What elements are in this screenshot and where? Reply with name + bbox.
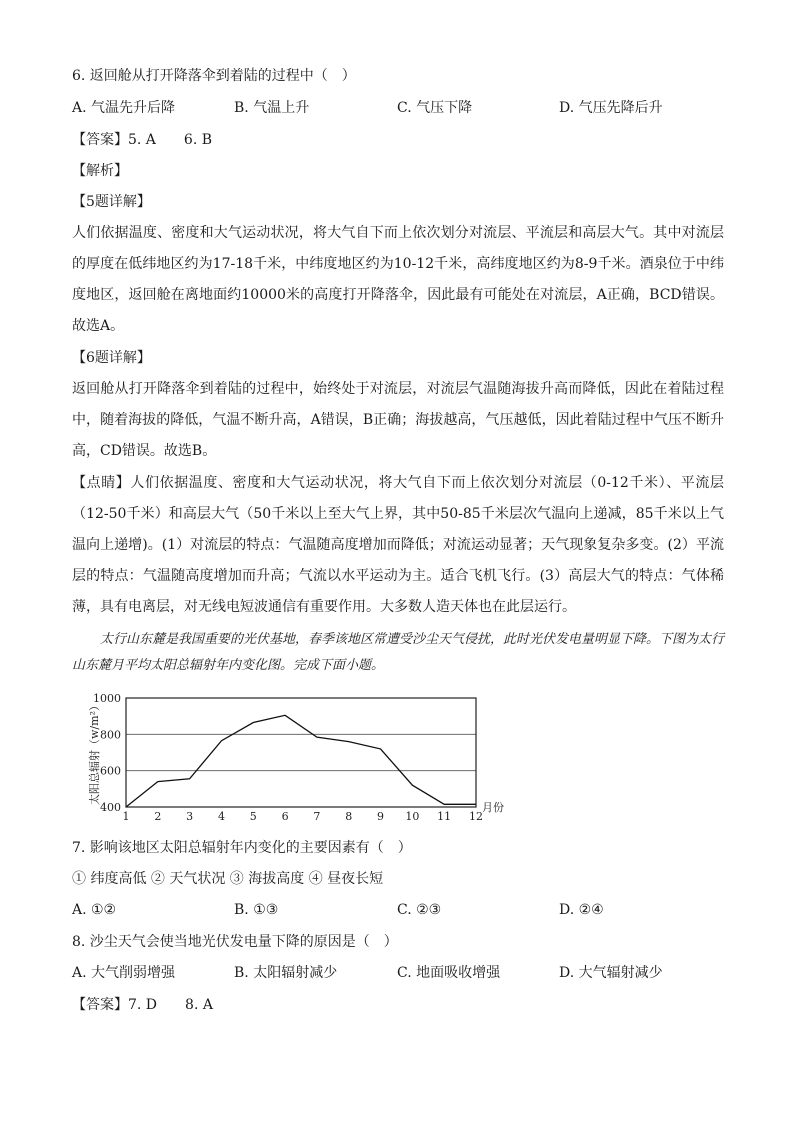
chart-grid [126,734,476,770]
x-tick-label: 1 [122,810,130,822]
y-axis-label: 太阳总辐射（w/m²） [88,700,101,805]
question-6-stem: 6. 返回舱从打开降落伞到着陆的过程中（ ） [72,68,356,84]
q6-option-a: A. 气温先升后降 [72,100,176,116]
solar-radiation-chart [84,688,504,822]
y-tick-label: 1000 [93,692,121,705]
q7-option-a: A. ①② [72,902,117,918]
x-tick-label: 11 [437,810,452,822]
q8-option-c: C. 地面吸收增强 [397,965,501,981]
q5-detail-label: 【5题详解】 [72,194,151,210]
q7-option-b: B. ①③ [234,902,279,918]
q8-option-a: A. 大气削弱增强 [72,965,176,981]
x-tick-labels [123,810,484,822]
q5-detail-text: 人们依据温度、密度和大气运动状况，将大气自下而上依次划分对流层、平流层和高层大气。其中对流层的厚度在低纬地区约为17-18千米，中纬度地区约为10-12千米，高纬度地区约为8-9千米。酒泉位于中纬度地区，返回舱在离地面约10000米的高度打开降落伞，因此最有可能处在对流层，A正确，BCD错误。故选A。 [72,225,724,334]
x-tick-label: 3 [186,810,194,822]
y-tick-label: 800 [100,728,121,742]
intro-text: 太行山东麓是我国重要的光伏基地，春季该地区常遭受沙尘天气侵扰，此时光伏发电量明显下降。下图为太行山东麓月平均太阳总辐射年内变化图。完成下面小题。 [72,632,725,673]
question-7-factors: ① 纬度高低 ② 天气状况 ③ 海拔高度 ④ 昼夜长短 [72,871,384,887]
answer-7-8: 【答案】7. D 8. A [72,997,213,1013]
q8-option-d: D. 大气辐射减少 [559,965,663,981]
x-tick-label: 7 [313,810,321,822]
plot-frame [126,698,476,807]
x-tick-label: 10 [405,810,420,822]
x-tick-label: 5 [249,810,257,822]
q6-option-b: B. 气温上升 [234,100,310,116]
question-8-stem: 8. 沙尘天气会使当地光伏发电量下降的原因是（ ） [72,934,398,950]
x-tick-label: 8 [345,810,353,822]
tip-text: 【点睛】人们依据温度、密度和大气运动状况，将大气自下而上依次划分对流层（0-12千米）、平流层（12-50千米）和高层大气（50千米以上至大气上界，其中50-85千米层次气温向上递减，85千米以上气温向上递增)。(1）对流层的特点：气温随高度增加而降低；对流运动显著；天气现象复杂多变。(2）平流层的特点：气温随高度增加而升高；气流以水平运动为主。适合飞机飞行。(3）高层大气的特点：气体稀薄，具有电离层，对无线电短波通信有重要作用。大多数人造天体也在此层运行。 [72,475,724,615]
x-tick-label: 12 [469,810,483,822]
y-tick-label: 600 [100,764,121,778]
q8-option-b: B. 太阳辐射减少 [234,965,338,981]
q6-option-c: C. 气压下降 [397,100,473,116]
answer-5-6: 【答案】5. A 6. B [72,132,213,148]
question-7-stem: 7. 影响该地区太阳总辐射年内变化的主要因素有（ ） [72,840,412,856]
x-tick-label: 6 [281,810,289,822]
q6-option-d: D. 气压先降后升 [559,100,663,116]
q6-detail-text: 返回舱从打开降落伞到着陆的过程中，始终处于对流层，对流层气温随海拔升高而降低，因此在着陆过程中，随着海拔的降低，气温不断升高，A错误，B正确；海拔越高，气压越低，因此着陆过程中气压不断升高，CD错误。故选B。 [72,381,724,459]
x-tick-label: 4 [217,810,225,822]
x-tick-label: 2 [154,810,162,822]
x-tick-label: 9 [377,810,385,822]
q6-detail-label: 【6题详解】 [72,350,151,366]
q7-option-d: D. ②④ [559,902,604,918]
series-line [126,715,476,807]
y-tick-label: 400 [100,801,121,814]
q7-option-c: C. ②③ [397,902,442,918]
x-axis-label: 月份 [482,801,504,814]
analysis-label: 【解析】 [72,163,128,179]
